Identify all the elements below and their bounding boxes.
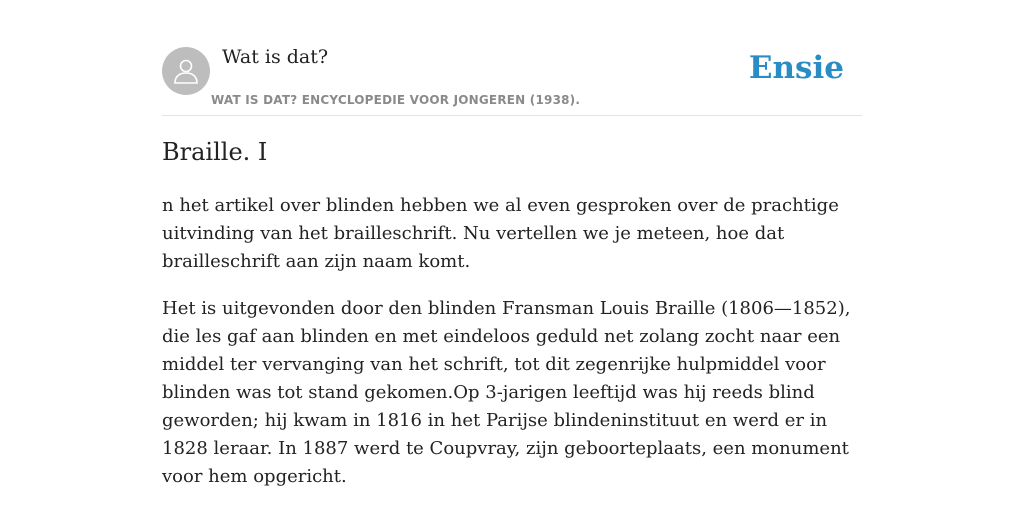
source-header	[162, 40, 862, 116]
article-paragraph: n het artikel over blinden hebben we al even gesproken over de prachtige uitvinding van het brailleschrift. Nu vertellen we je meteen, hoe dat brailleschrift aan zijn naam komt.	[162, 195, 839, 272]
user-icon	[171, 56, 201, 86]
article-title: Braille. I	[162, 138, 268, 166]
article-paragraph: Het is uitgevonden door den blinden Fransman Louis Braille (1806—1852), die les gaf aan blinden en met eindeloos geduld net zolang zocht naar een middel ter vervanging van het schrift, tot dit zegenrijke hulpmiddel voor blinden was tot stand gekomen.Op 3-jarigen leeftijd was hij reeds blind geworden; hij kwam in 1816 in het Parijse blindeninstituut en werd er in 1828 leraar. In 1887 werd te Coupvray, zijn geboorteplaats, een monument voor hem opgericht.	[162, 298, 851, 487]
brand-logo[interactable]: Ensie	[748, 50, 844, 86]
source-subtitle: WAT IS DAT? ENCYCLOPEDIE VOOR JONGEREN (1938).	[211, 93, 581, 107]
avatar[interactable]	[162, 47, 210, 95]
article-body	[162, 192, 862, 510]
source-name[interactable]: Wat is dat?	[222, 46, 329, 68]
